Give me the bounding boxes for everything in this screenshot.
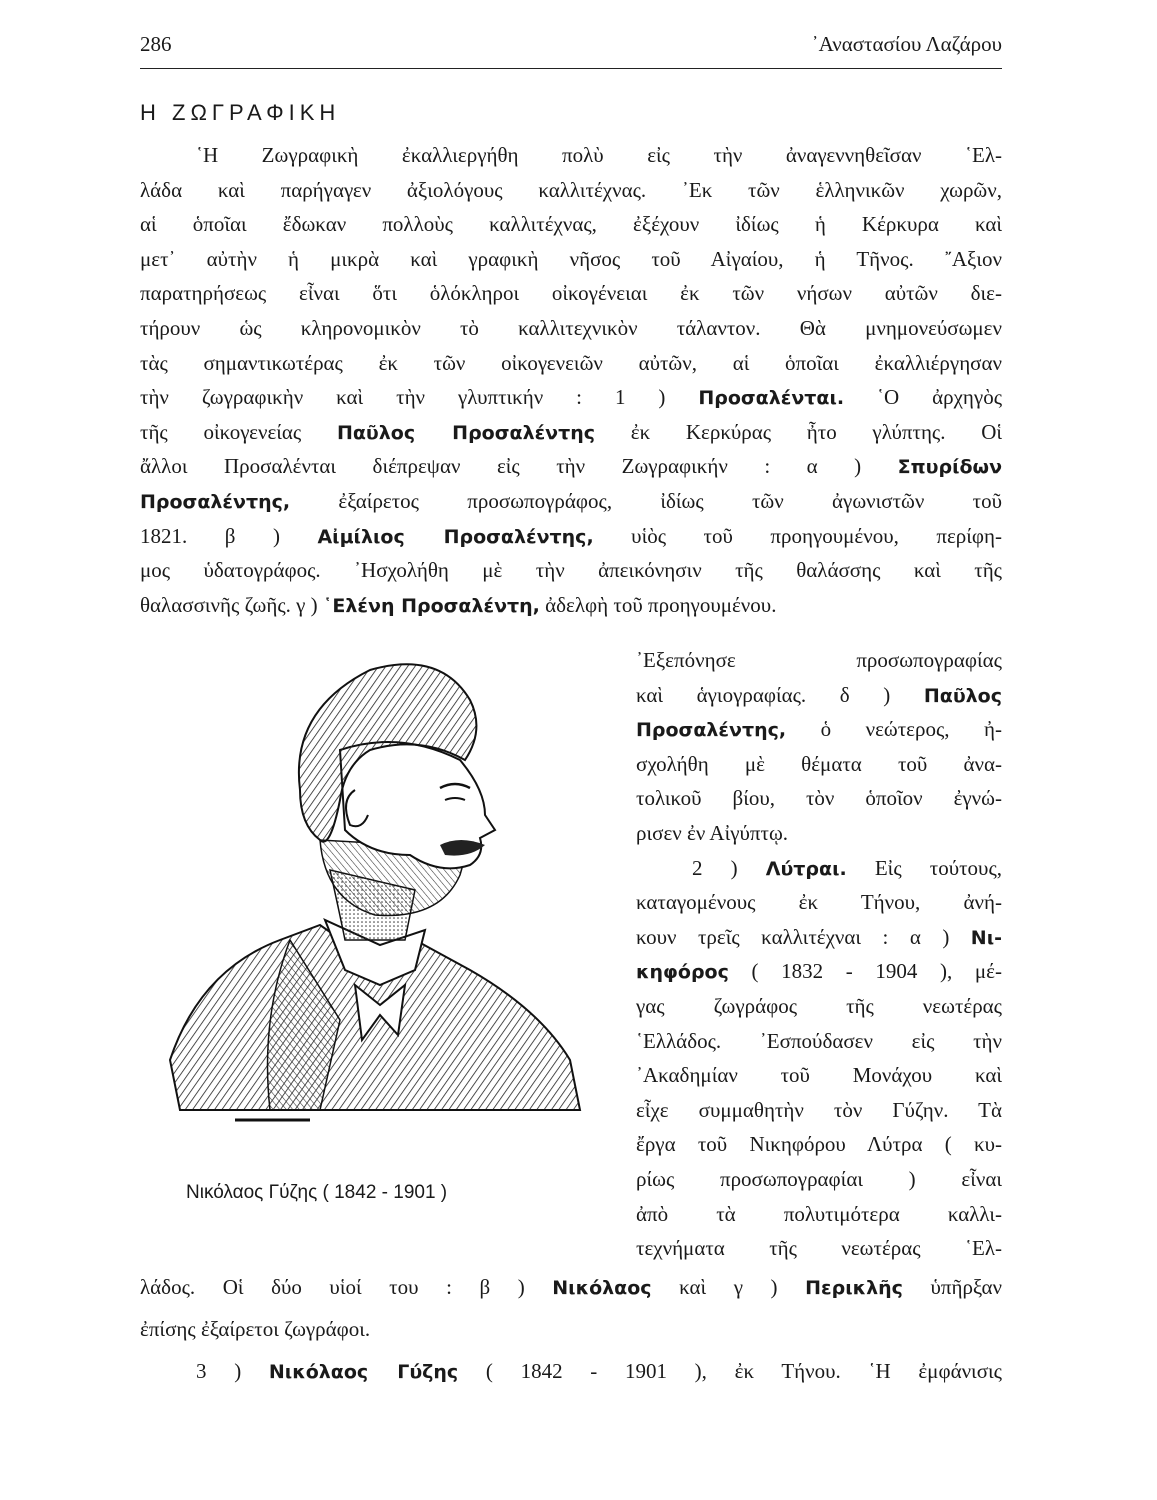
text-run: σχολήθη μὲ θέματα τοῦ ἀνα-: [636, 751, 1002, 776]
body_lines-line: [140, 555, 1002, 585]
side_lines-line: [636, 991, 1002, 1021]
text-run: ( 1832 - 1904 ), μέ-: [751, 959, 1002, 984]
text-run: ἐπίσης ἐξαίρετοι ζωγράφοι.: [140, 1317, 371, 1341]
text-run: λάδος. Οἱ δύο υἱοί του : β ): [140, 1275, 525, 1299]
body_lines-line: [140, 209, 1002, 239]
text-run: τήρουν ὡς κληρονομικὸν τὸ καλλιτεχνικὸν τάλαντον. Θὰ μνημονεύσωμεν: [140, 316, 1002, 340]
text-run: τὰς σημαντικωτέρας ἐκ τῶν οἰκογενειῶν αὐτῶν, αἱ ὁποῖαι ἐκαλλιέργησαν: [140, 350, 1002, 375]
side_lines-line: [636, 714, 1002, 744]
side_lines-line: [636, 680, 1002, 710]
bold-name: Παῦλος: [923, 684, 1002, 707]
side_lines-line: [636, 1060, 1002, 1090]
side_lines-line: [636, 1233, 1002, 1263]
section-heading: Η ΖΩΓΡΑΦΙΚΗ: [140, 100, 341, 125]
body_lines-line: [140, 175, 1002, 205]
text-run: 1821. β ): [140, 523, 280, 548]
text-run: καταγομένους ἐκ Τήνου, ἀνή-: [636, 890, 1002, 915]
text-run: καὶ γ ): [679, 1275, 778, 1299]
text-run: ἀδελφὴ τοῦ προηγουμένου.: [545, 592, 777, 617]
bold-name: Νικόλαος: [552, 1277, 652, 1299]
bold-name: Νι-: [970, 926, 1002, 949]
bold-name: ῾Ελένη Προσαλέντη,: [322, 594, 540, 617]
bold-name: Αἰμίλιος Προσαλέντης,: [317, 525, 594, 548]
side_lines-line: [636, 1095, 1002, 1125]
side_lines-line: [636, 1129, 1002, 1159]
text-run: ῾Η Ζωγραφικὴ ἐκαλλιεργήθη πολὺ εἰς τὴν ἀναγεννηθεῖσαν ῾Ελ-: [196, 143, 1002, 167]
side_lines-line: [636, 1026, 1002, 1056]
text-run: τῆς οἰκογενείας: [140, 419, 302, 444]
text-run: κουν τρεῖς καλλιτέχναι : α ): [636, 924, 950, 949]
side_lines-line: [636, 922, 1002, 952]
text-run: ( 1842 - 1901 ), ἐκ Τήνου. ῾Η ἐμφάνισις: [485, 1359, 1002, 1383]
side_lines-line: [636, 956, 1002, 986]
text-run: ῾Ο ἀρχηγὸς: [877, 385, 1003, 410]
bottom_lines-line: [140, 1314, 1002, 1344]
text-run: ῾Ελλάδος. ᾿Εσπούδασεν εἰς τὴν: [636, 1028, 1002, 1053]
bottom_lines-line: [140, 1272, 1002, 1302]
body_lines-line: [140, 486, 1002, 516]
body_lines-line: [140, 417, 1002, 447]
text-run: ἐξαίρετος προσωπογράφος, ἰδίως τῶν ἀγωνιστῶν τοῦ: [338, 489, 1002, 513]
bold-name: Σπυρίδων: [897, 456, 1003, 479]
body_lines-line: [140, 521, 1002, 551]
bold-name: Λύτραι.: [765, 857, 847, 880]
figure-caption: Νικόλαος Γύζης ( 1842 - 1901 ): [186, 1182, 448, 1203]
text-run: τεχνήματα τῆς νεωτέρας ῾Ελ-: [636, 1236, 1002, 1261]
side_lines-line: [636, 853, 1002, 883]
body_lines-line: [140, 278, 1002, 308]
text-run: ὁ νεώτερος, ἠ-: [820, 717, 1002, 742]
portrait-illustration: [140, 640, 620, 1140]
body_lines-line: [140, 451, 1002, 481]
side_lines-line: [636, 887, 1002, 917]
text-run: τὴν ζωγραφικὴν καὶ τὴν γλυπτικήν : 1 ): [140, 385, 666, 410]
text-run: 2 ): [692, 855, 738, 880]
text-run: ἐκ Κερκύρας ἦτο γλύπτης. Οἱ: [630, 419, 1003, 444]
text-run: αἱ ὁποῖαι ἔδωκαν πολλοὺς καλλιτέχνας, ἐξέχουν ἰδίως ἡ Κέρκυρα καὶ: [140, 212, 1002, 237]
text-run: ρισεν ἐν Αἰγύπτῳ.: [636, 821, 789, 845]
bold-name: Παῦλος Προσαλέντης: [336, 421, 596, 444]
text-run: ἄλλοι Προσαλένται διέπρεψαν εἰς τὴν Ζωγραφικήν : α ): [140, 454, 862, 479]
body_lines-line: [140, 382, 1002, 412]
side_lines-line: [636, 818, 1002, 848]
text-run: ᾿Εξεπόνησε προσωπογραφίας: [636, 648, 1002, 672]
text-run: καὶ ἁγιογραφίας. δ ): [636, 682, 891, 707]
bold-name: Προσαλέντης,: [140, 491, 291, 513]
text-run: Εἰς τούτους,: [874, 855, 1003, 880]
side_lines-line: [636, 749, 1002, 779]
text-run: παρατηρήσεως εἶναι ὅτι ὁλόκληροι οἰκογένειαι ἐκ τῶν νήσων αὐτῶν διε-: [140, 281, 1002, 306]
bold-name: Προσαλέντης,: [636, 719, 787, 742]
text-run: ὑπῆρξαν: [930, 1275, 1003, 1299]
text-run: θαλασσινῆς ζωῆς. γ ): [140, 592, 318, 617]
bold-name: Νικόλαος Γύζης: [268, 1361, 459, 1383]
text-run: μετ᾿ αὐτὴν ἡ μικρὰ καὶ γραφικὴ νῆσος τοῦ Αἰγαίου, ἡ Τῆνος. ῎Αξιον: [140, 246, 1002, 271]
text-run: εἶχε συμμαθητὴν τὸν Γύζην. Τὰ: [636, 1097, 1002, 1122]
side_lines-line: [636, 1199, 1002, 1229]
bold-name: κηφόρος: [636, 961, 729, 984]
text-run: ᾿Ακαδημίαν τοῦ Μονάχου καὶ: [636, 1063, 1002, 1088]
side_lines-line: [636, 645, 1002, 675]
body_lines-line: [140, 590, 1002, 620]
text-run: γας ζωγράφος τῆς νεωτέρας: [636, 994, 1002, 1018]
text-run: υἱὸς τοῦ προηγουμένου, περίφη-: [631, 523, 1003, 548]
page-number: 286: [140, 32, 172, 56]
text-run: τολικοῦ βίου, τὸν ὁποῖον ἐγνώ-: [636, 786, 1002, 811]
body_lines-line: [140, 140, 1002, 170]
body_lines-line: [140, 348, 1002, 378]
text-run: 3 ): [196, 1359, 242, 1383]
text-run: μος ὑδατογράφος. ᾿Ησχολήθη μὲ τὴν ἀπεικόνησιν τῆς θαλάσσης καὶ τῆς: [140, 558, 1002, 583]
running-head: [140, 32, 1002, 69]
body_lines-line: [140, 313, 1002, 343]
body_lines-line: [140, 244, 1002, 274]
bold-name: Περικλῆς: [805, 1277, 903, 1299]
side_lines-line: [636, 1164, 1002, 1194]
side_lines-line: [636, 783, 1002, 813]
text-run: ρίως προσωπογραφίαι ) εἶναι: [636, 1167, 1002, 1191]
text-run: ἔργα τοῦ Νικηφόρου Λύτρα ( κυ-: [636, 1132, 1002, 1157]
text-run: λάδα καὶ παρήγαγεν ἀξιολόγους καλλιτέχνας. ᾿Εκ τῶν ἑλληνικῶν χωρῶν,: [140, 177, 1002, 202]
bold-name: Προσαλένται.: [698, 387, 845, 410]
running-head-author: ᾿Αναστασίου Λαζάρου: [811, 32, 1002, 56]
text-run: ἀπὸ τὰ πολυτιμότερα καλλι-: [636, 1201, 1002, 1226]
bottom_lines-line: [140, 1356, 1002, 1386]
